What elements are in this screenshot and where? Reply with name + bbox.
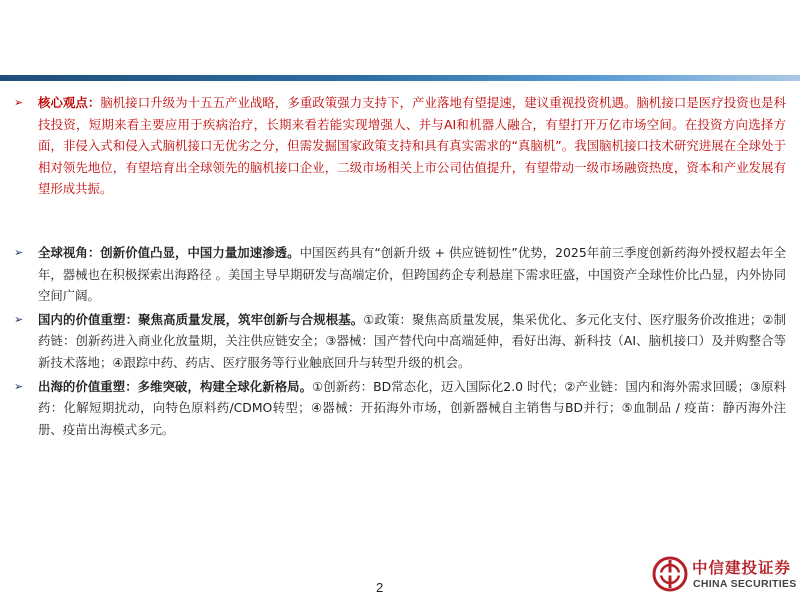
arrow-bullet-icon: ➢: [14, 312, 24, 326]
bullet-lead: 出海的价值重塑：多维突破，构建全球化新格局。: [38, 378, 313, 394]
bullet-text: ①政策：聚焦高质量发展，集采优化、多元化支付、医疗服务价改推进；②制药链：创新药进入商业化放量期，关注供应链安全；③器械：国产替代向中高端延伸，看好出海、新科技（AI、脑机接口）及并购整合等新技术落地；④跟踪中药、药店、医疗服务等行业触底回升与转型升级的机会。: [38, 311, 786, 370]
bullet-lead: 核心观点：: [38, 95, 101, 110]
domestic-value-bullet: [12, 309, 786, 374]
arrow-bullet-icon: ➢: [14, 245, 24, 259]
bullet-text: ①创新药：BD常态化，迈入国际化2.0 时代；②产业链：国内和海外需求回暖；③原料药：化解短期扰动，向特色原料药/CDMO转型；④器械：开拓海外市场，创新器械自主销售与BD并行；⑤血制品 / 疫苗：静丙海外注册、疫苗出海模式多元。: [38, 378, 787, 437]
page-number: 2: [376, 580, 384, 595]
bullet-lead: 全球视角：创新价值凸显，中国力量加速渗透。: [38, 244, 300, 260]
global-view-bullet: [12, 242, 786, 307]
arrow-bullet-icon: ➢: [14, 96, 24, 109]
overseas-value-bullet: [12, 376, 786, 441]
arrow-bullet-icon: ➢: [14, 379, 24, 393]
logo-chinese-name: 中信建投证券: [692, 559, 792, 577]
bullet-text: 脑机接口升级为十五五产业战略，多重政策强力支持下，产业落地有望提速，建议重视投资机遇。脑机接口是医疗投资也是科技投资，短期来看主要应用于疾病治疗，长期来看若能实现增强人、并与AI和机器人融合，有望打开万亿市场空间。在投资方向选择方面，非侵入式和侵入式脑机接口无优劣之分，但需发掘国家政策支持和具有真实需求的“真脑机”。我国脑机接口技术研究进展在全球处于相对领先地位，有望培育出全球领先的脑机接口企业，二级市场相关上市公司估值提升，有望带动一级市场融资热度，资本和产业发展有望形成共振。: [38, 95, 787, 197]
company-logo: [652, 556, 800, 594]
core-view-bullet: [12, 92, 786, 200]
header-divider-bar: [0, 75, 800, 81]
slide-content: [12, 92, 786, 440]
bullet-lead: 国内的价值重塑：聚焦高质量发展，筑牢创新与合规根基。: [38, 311, 364, 327]
bullet-text: 中国医药具有“创新升级 + 供应链韧性”优势，2025年前三季度创新药海外授权超去年全年，器械也在积极探索出海路径 。美国主导早期研发与高端定价，但跨国药企专利悬崖下需求旺盛，中国资产全球性价比凸显，内外协同空间广阔。: [38, 244, 787, 304]
company-logo-mark-icon: [652, 556, 688, 592]
logo-english-name: CHINA SECURITIES: [693, 578, 797, 590]
